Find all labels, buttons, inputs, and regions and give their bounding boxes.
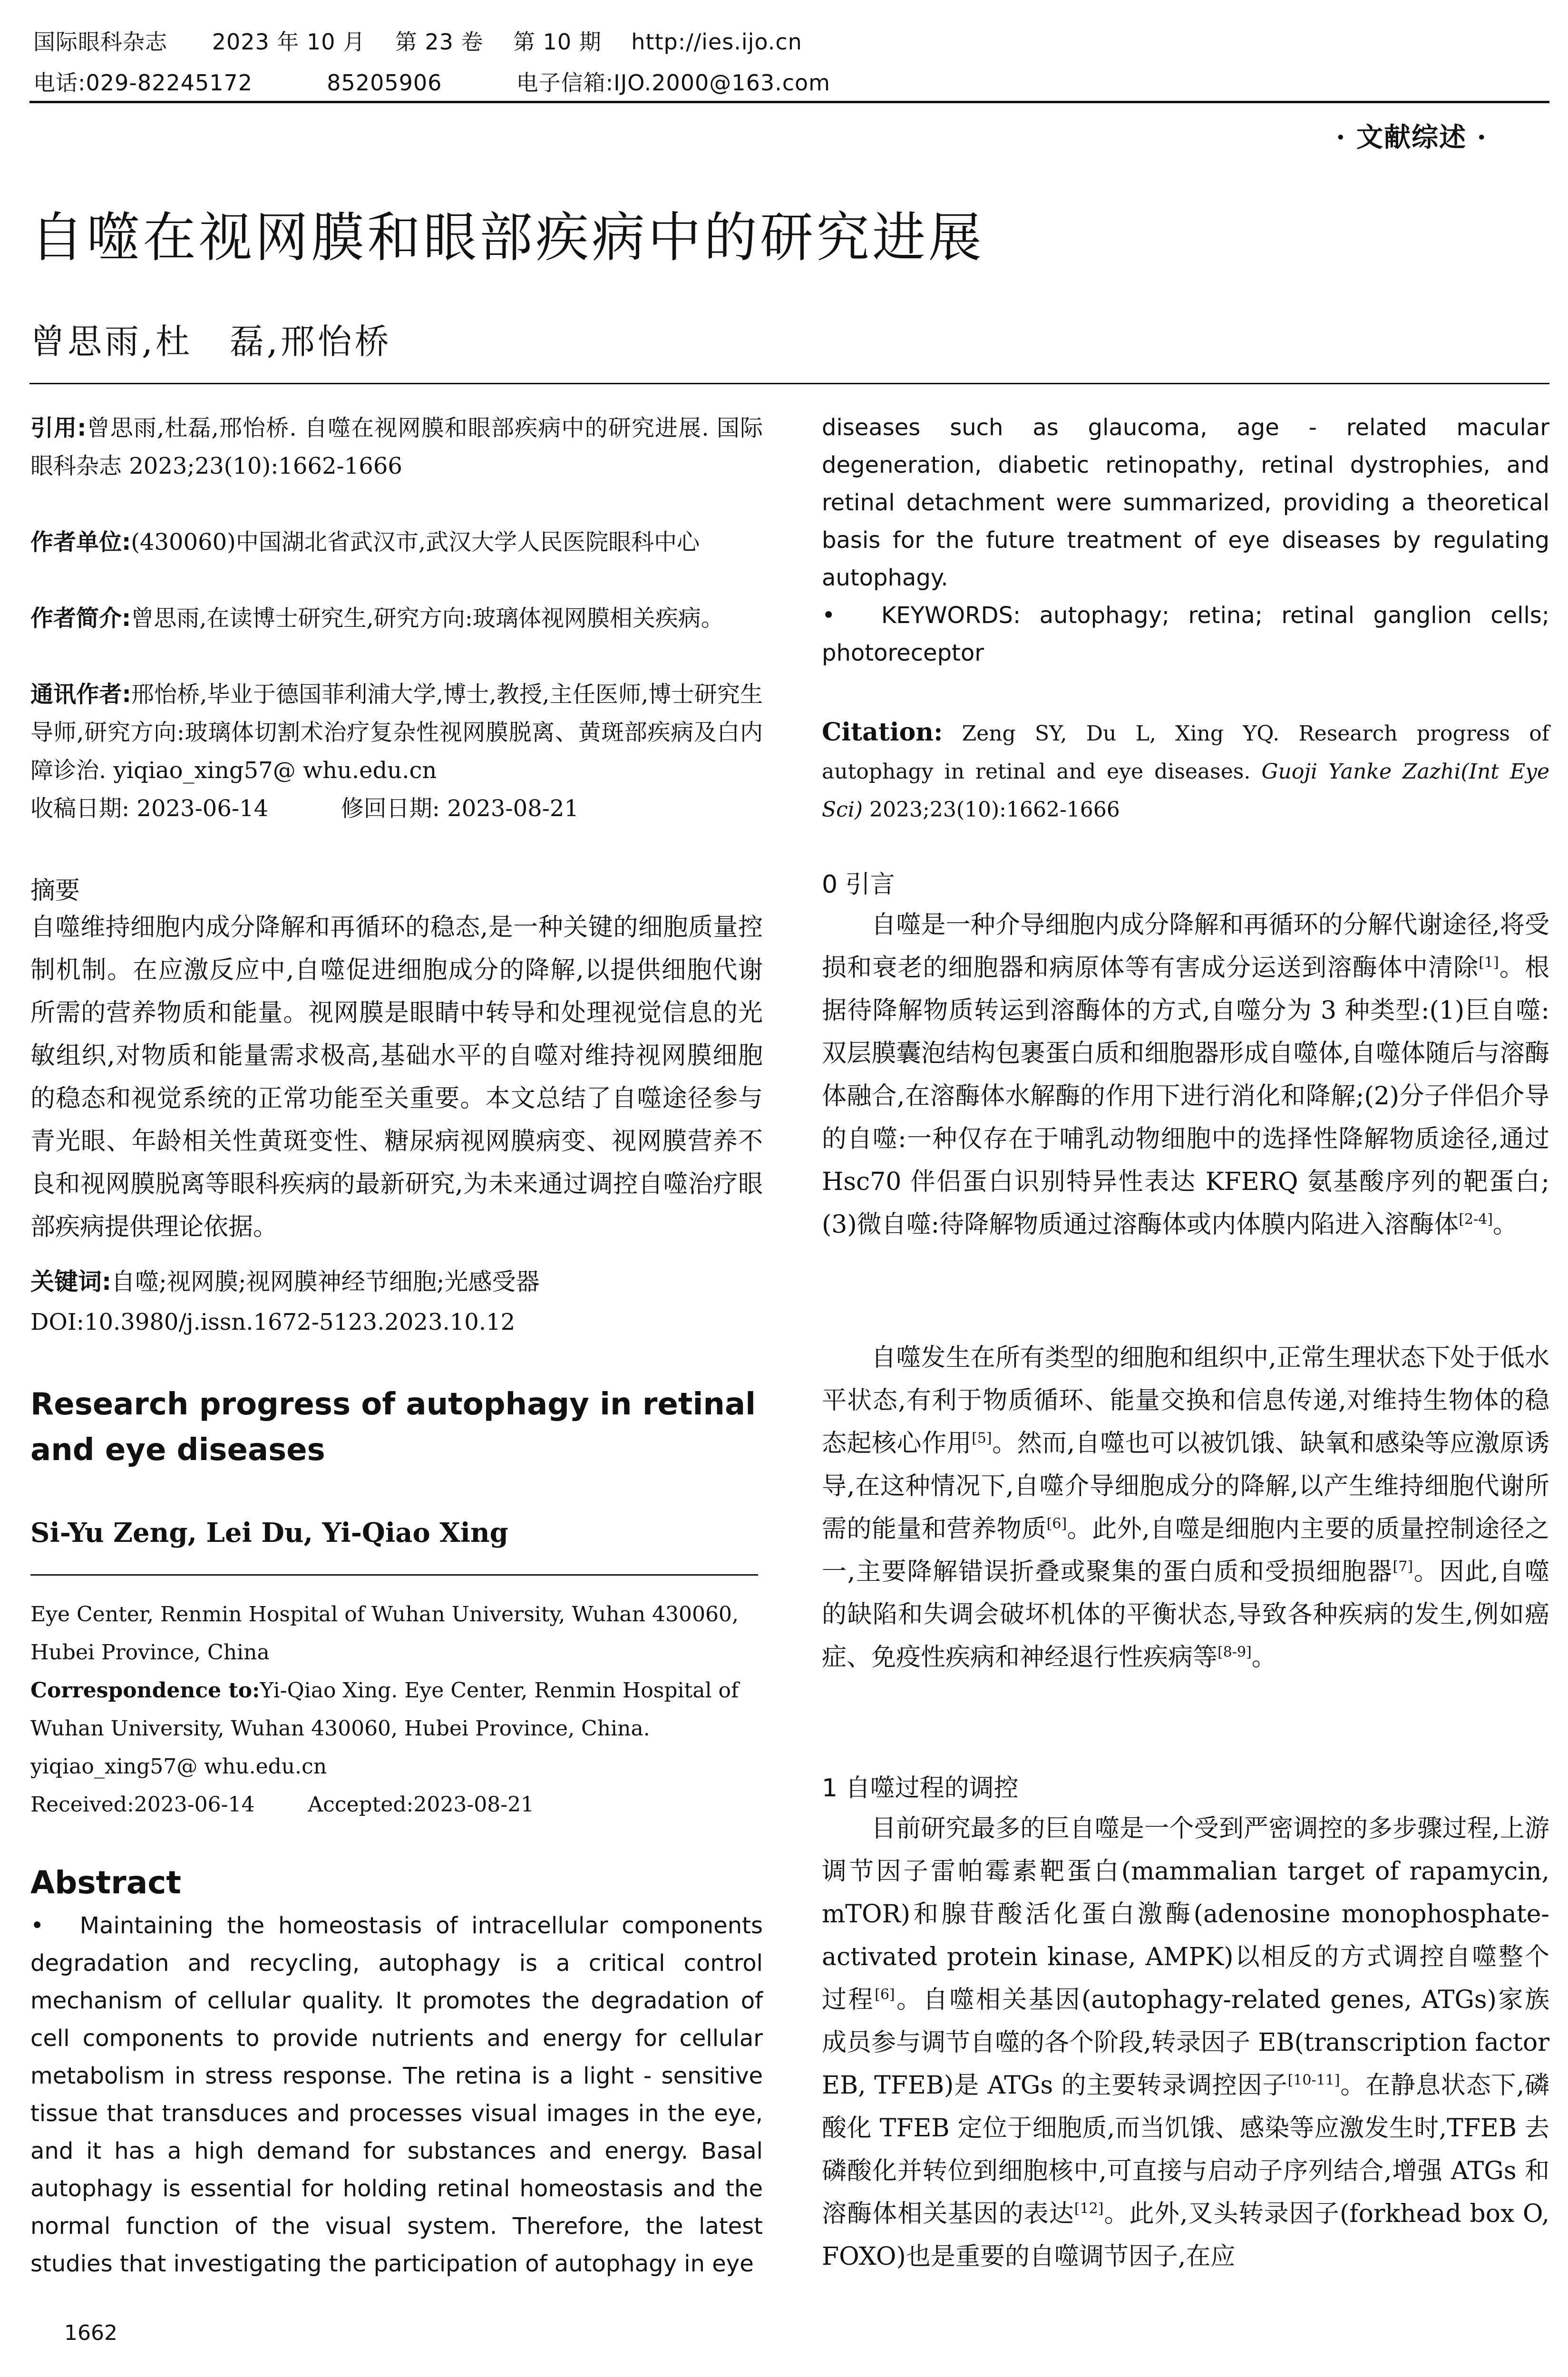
intro-paragraph-1: 自噬是一种介导细胞内成分降解和再循环的分解代谢途径,将受损和衰老的细胞器和病原体等有害成分运送到溶酶体中清除[1]。根据待降解物质转运到溶酶体的方式,自噬分为 3 种类型:(1)巨自噬:双层膜囊泡结构包裹蛋白质和细胞器形成自噬体,自噬体随后与溶酶体融合,在溶酶体水解酶的作用下进行消化和降解;(2)分子伴侣介导的自噬:一种仅存在于哺乳动物细胞中的选择性降解物质途径,通过 Hsc70 伴侣蛋白识别特异性表达 KFERQ 氨基酸序列的靶蛋白;(3)微自噬:待降解物质通过溶酶体或内体膜内陷进入溶酶体[2-4]。 (822, 911, 1549, 1239)
article-title: 自噬在视网膜和眼部疾病中的研究进展 (30, 207, 984, 269)
title-rule (29, 383, 1549, 384)
author-bio: 作者简介:曾思雨,在读博士研究生,研究方向:玻璃体视网膜相关疾病。 (30, 605, 724, 632)
phone-number-2: 85205906 (327, 70, 442, 96)
english-authors-rule (30, 1574, 758, 1576)
english-authors: Si-Yu Zeng, Lei Du, Yi-Qiao Xing (30, 1517, 508, 1549)
received-date-en: Received:2023-06-14 (30, 1792, 255, 1817)
abstract-cn: 自噬维持细胞内成分降解和再循环的稳态,是一种关键的细胞质量控制机制。在应激反应中,自噬促进细胞成分的降解,以提供细胞代谢所需的营养物质和能量。视网膜是眼睛中转导和处理视觉信息的光敏组织,对物质和能量需求极高,基础水平的自噬对维持视网膜细胞的稳态和视觉系统的正常功能至关重要。本文总结了自噬途径参与青光眼、年龄相关性黄斑变性、糖尿病视网膜病变、视网膜营养不良和视网膜脱离等眼科疾病的最新研究,为未来通过调控自噬治疗眼部疾病提供理论依据。 (30, 913, 763, 1241)
article-authors: 曾思雨,杜 磊,邢怡桥 (30, 321, 392, 361)
revised-date-cn: 修回日期: 2023-08-21 (341, 795, 579, 822)
abstract-en: • Maintaining the homeostasis of intracellular components degradation and recycling, autophagy is a critical control mechanism of cellular quality. It promotes the degradation of cell components to provide nutrients and energy for cellular metabolism in stress response. The retina is a light - sensitive tissue that transduces and processes visual images in the eye, and it has a high demand for substances and energy. Basal autophagy is essential for holding retinal homeostasis and the normal function of the visual system. Therefore, the latest studies that investigating the participation of autophagy in eye (30, 1912, 763, 2277)
header-rule (29, 101, 1549, 103)
section-1-paragraph-1: 目前研究最多的巨自噬是一个受到严密调控的多步骤过程,上游调节因子雷帕霉素靶蛋白(mammalian target of rapamycin, mTOR)和腺苷酸活化蛋白激酶(adenosine monophosphate-activated protein kinase, AMPK)以相反的方式调控自噬整个过程[6]。自噬相关基因(autophagy-related genes, ATGs)家族成员参与调节自噬的各个阶段,转录因子 EB(transcription factor EB, TFEB)是 ATGs 的主要转录调控因子[10-11]。在静息状态下,磷酸化 TFEB 定位于细胞质,而当饥饿、感染等应激发生时,TFEB 去磷酸化并转位到细胞核中,可直接与启动子序列结合,增强 ATGs 和溶酶体相关基因的表达[12]。此外,叉头转录因子(forkhead box O, FOXO)也是重要的自噬调节因子,在应 (822, 1814, 1549, 2271)
running-header-line2 (33, 66, 830, 97)
page-number: 1662 (64, 2321, 117, 2345)
abstract-en-heading: Abstract (30, 1864, 181, 1901)
column-tag: · 文献综述 · (1336, 122, 1487, 153)
abstract-cn-heading: 摘要 (30, 877, 80, 905)
phone-number: 电话:029-82245172 (33, 70, 253, 96)
keywords-cn: 关键词:自噬;视网膜;视网膜神经节细胞;光感受器 (30, 1268, 540, 1296)
english-affiliation: Eye Center, Renmin Hospital of Wuhan University, Wuhan 430060, Hubei Province, China (30, 1602, 739, 1665)
journal-url[interactable]: http://ies.ijo.cn (631, 29, 802, 55)
abstract-en-continued: diseases such as glaucoma, age - related macular degeneration, diabetic retinopathy, retinal dystrophies, and retinal detachment were summarized, providing a theoretical basis for the future treatment of eye diseases by regulating autophagy. (822, 414, 1549, 591)
email-address[interactable]: 电子信箱:IJO.2000@163.com (516, 70, 830, 96)
citation-cn: 引用:曾思雨,杜磊,邢怡桥. 自噬在视网膜和眼部疾病中的研究进展. 国际眼科杂志 2023;23(10):1662-1666 (30, 415, 763, 479)
keywords-en: • KEYWORDS: autophagy; retina; retinal ganglion cells; photoreceptor (822, 602, 1549, 666)
english-correspondence: Correspondence to:Yi-Qiao Xing. Eye Center, Renmin Hospital of Wuhan University, Wuhan 430060, Hubei Province, China. yiqiao_xing57@ whu.edu.cn (30, 1678, 739, 1779)
received-date-cn: 收稿日期: 2023-06-14 (30, 795, 269, 822)
issue-date: 2023 年 10 月 (212, 29, 366, 55)
english-title: Research progress of autophagy in retinal and eye diseases (30, 1387, 756, 1468)
citation-en: Citation: Zeng SY, Du L, Xing YQ. Research progress of autophagy in retinal and eye diseases. Guoji Yanke Zazhi(Int Eye Sci) 2023;23(10):1662-1666 (822, 718, 1549, 822)
dates-cn (30, 789, 763, 828)
intro-paragraph-2: 自噬发生在所有类型的细胞和组织中,正常生理状态下处于低水平状态,有利于物质循环、能量交换和信息传递,对维持生物体的稳态起核心作用[5]。然而,自噬也可以被饥饿、缺氧和感染等应激原诱导,在这种情况下,自噬介导细胞成分的降解,以产生维持细胞代谢所需的能量和营养物质[6]。此外,自噬是细胞内主要的质量控制途径之一,主要降解错误折叠或聚集的蛋白质和受损细胞器[7]。因此,自噬的缺陷和失调会破坏机体的平衡状态,导致各种疾病的发生,例如癌症、免疫性疾病和神经退行性疾病等[8-9]。 (822, 1344, 1550, 1672)
volume: 第 23 卷 (395, 29, 484, 55)
doi[interactable]: DOI:10.3980/j.issn.1672-5123.2023.10.12 (30, 1309, 516, 1335)
accepted-date-en: Accepted:2023-08-21 (308, 1792, 535, 1817)
english-dates (30, 1786, 763, 1824)
running-header-line1 (33, 25, 802, 56)
section-0-heading: 0 引言 (822, 870, 895, 899)
section-1-heading: 1 自噬过程的调控 (822, 1774, 1019, 1802)
corresponding-author: 通讯作者:邢怡桥,毕业于德国菲利浦大学,博士,教授,主任医师,博士研究生导师,研究方向:玻璃体切割术治疗复杂性视网膜脱离、黄斑部疾病及白内障诊治. yiqiao_xing57@ whu.edu.cn (30, 681, 763, 784)
issue-number: 第 10 期 (513, 29, 602, 55)
journal-name: 国际眼科杂志 (33, 29, 167, 55)
author-unit: 作者单位:(430060)中国湖北省武汉市,武汉大学人民医院眼科中心 (30, 529, 700, 555)
